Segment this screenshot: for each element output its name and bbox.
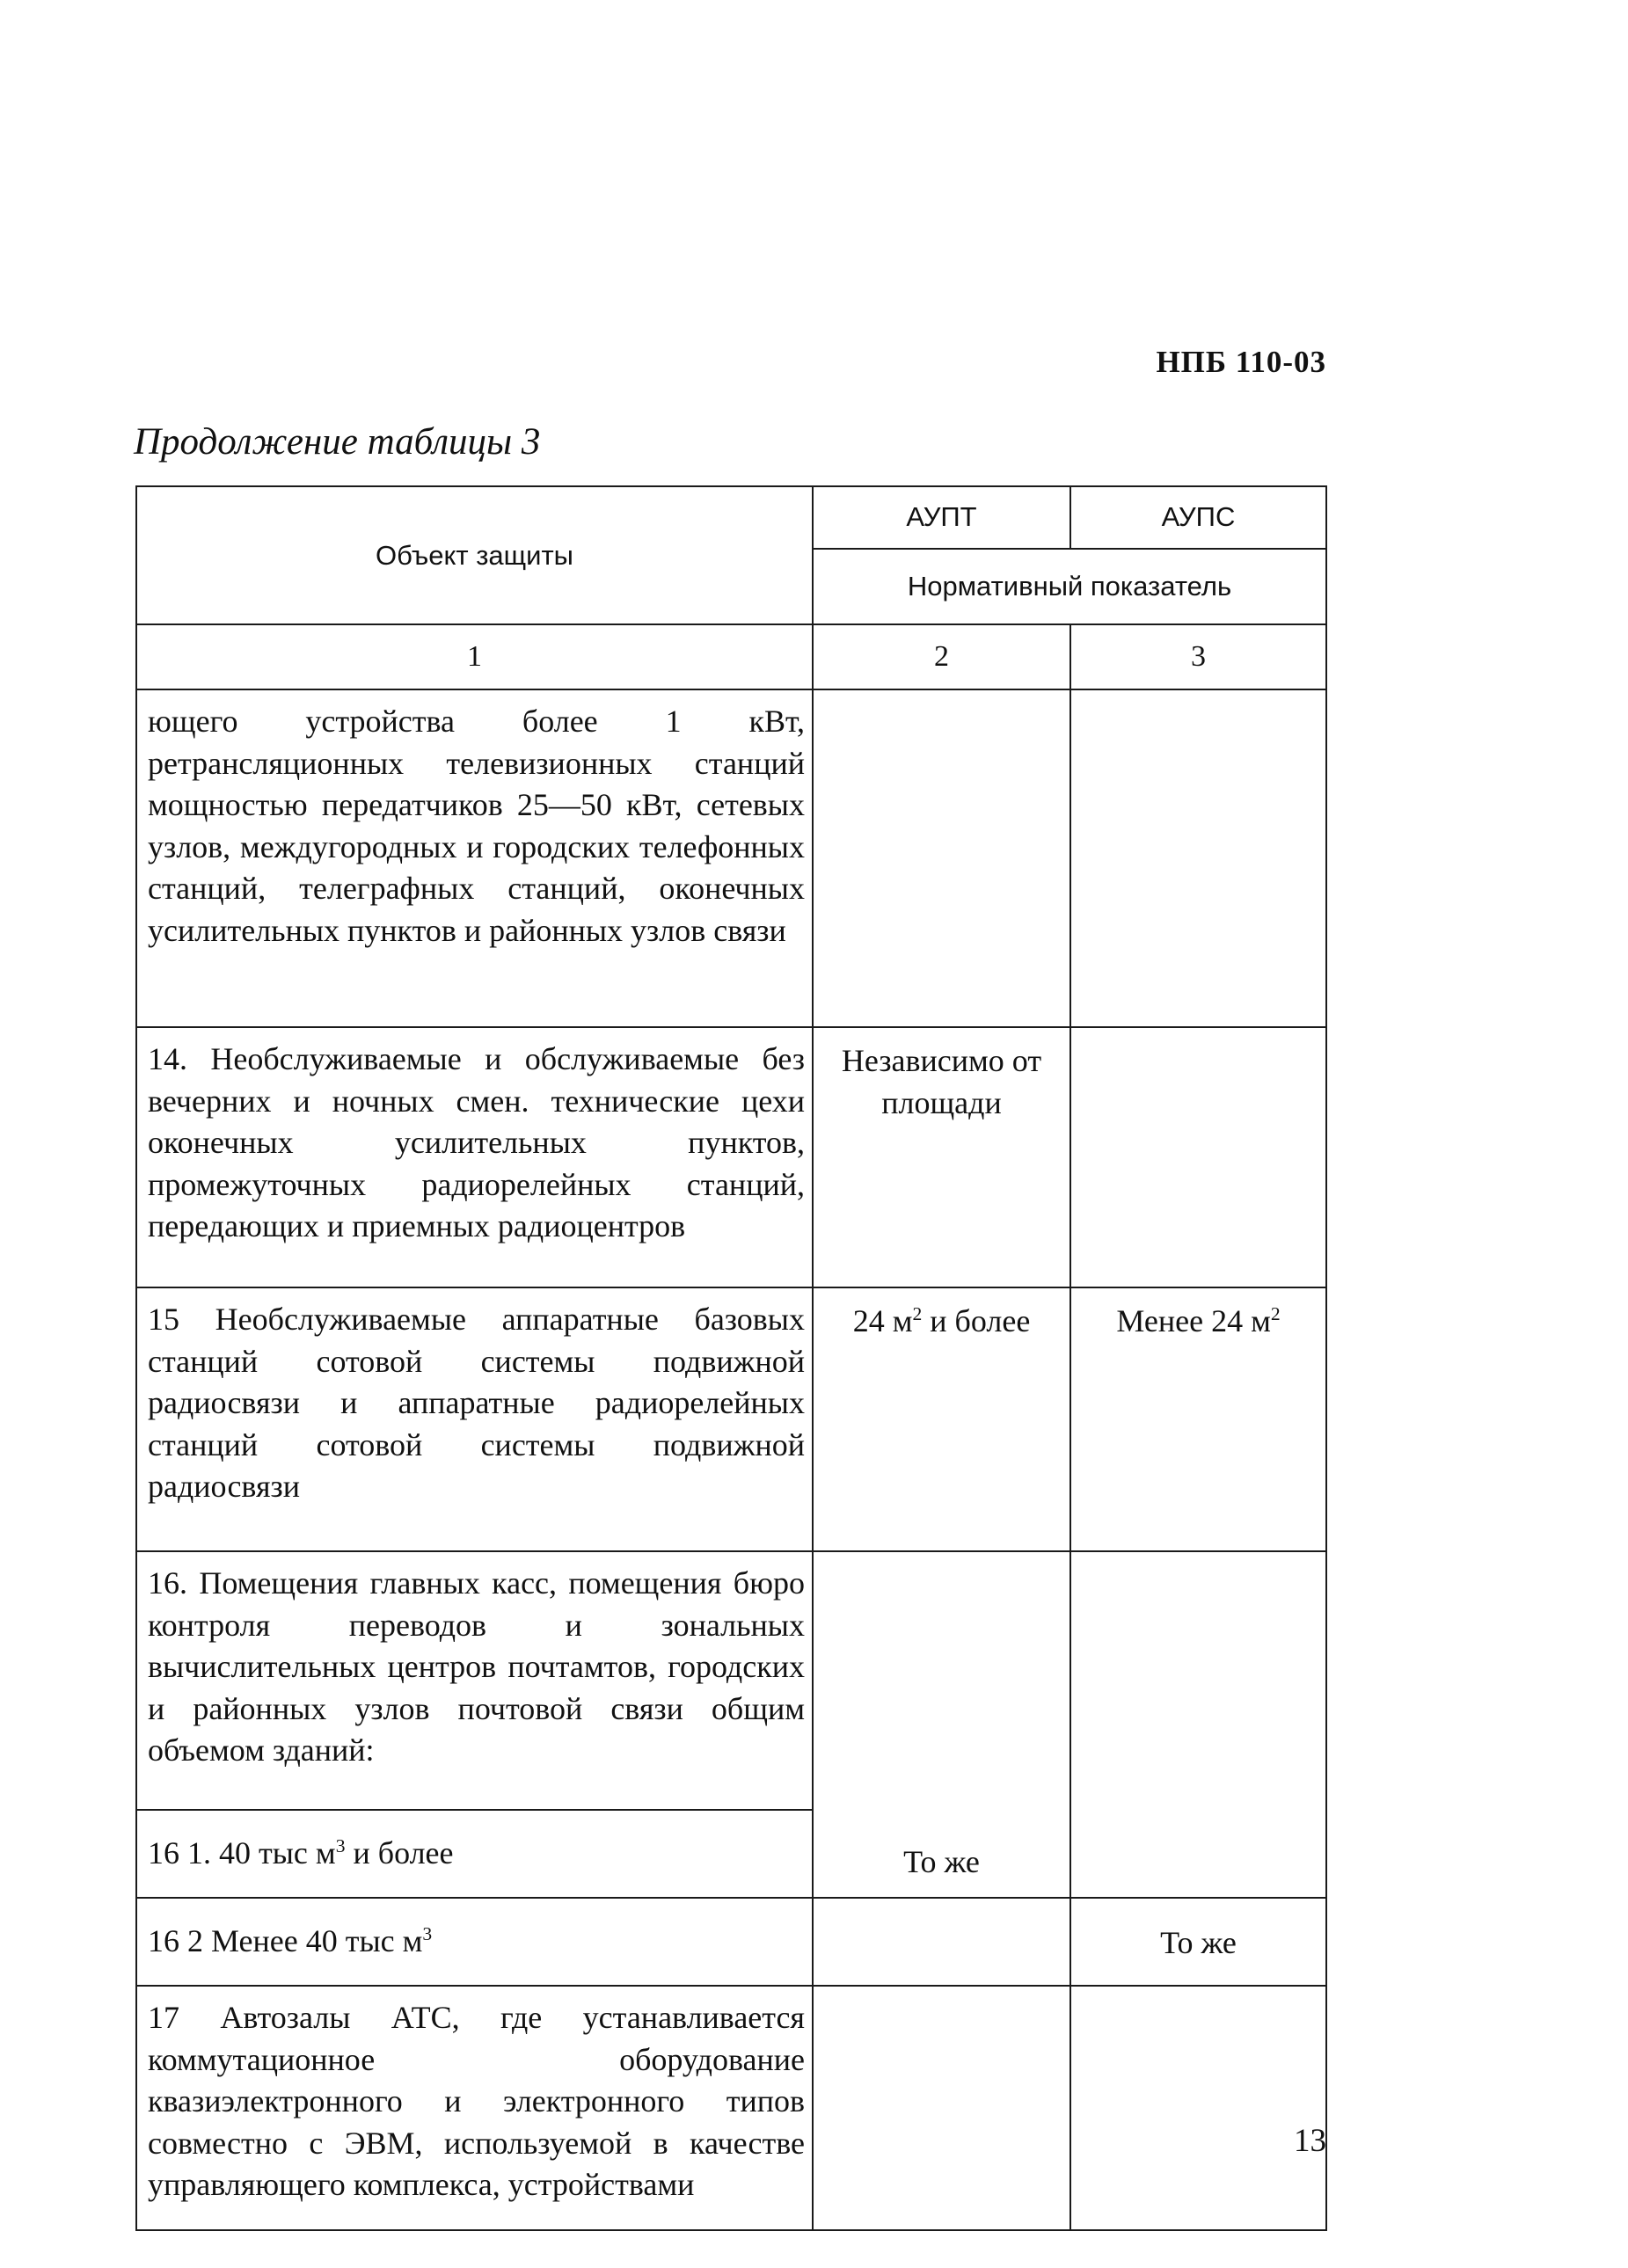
aups-cell <box>1070 1027 1326 1287</box>
table-row <box>136 1898 1326 1986</box>
object-superscript: 3 <box>422 1923 433 1945</box>
object-text: 16 2 Менее 40 тыс м <box>148 1923 423 1959</box>
page-number: 13 <box>1294 2123 1326 2159</box>
object-cell <box>136 1898 813 1986</box>
table-header-row <box>136 486 1326 549</box>
object-suffix: и более <box>345 1835 454 1871</box>
table-caption: Продолжение таблицы 3 <box>134 421 541 463</box>
object-cell: 14. Необслуживаемые и обслуживаемые без вечерних и ночных смен. технические цехи оконечных усилительных пунктов, промежуточных радиорелейных станций, передающих и приемных радиоцентров <box>136 1027 813 1287</box>
object-text: 16 1. 40 тыс м <box>148 1835 336 1871</box>
aups-value: Менее 24 м <box>1116 1303 1271 1338</box>
object-cell <box>136 1810 813 1898</box>
header-normative-indicator: Нормативный показатель <box>813 549 1326 624</box>
aupt-cell <box>813 689 1070 1027</box>
column-number-row <box>136 624 1326 689</box>
aups-cell: То же <box>1070 1898 1326 1986</box>
object-cell: 17 Автозалы АТС, где устанавливается коммутационное оборудование квазиэлектронного и электронного типов совместно с ЭВМ, используемой в качестве управляющего комплекса, устройствами <box>136 1986 813 2230</box>
aups-cell <box>1070 1287 1326 1551</box>
object-cell: 15 Необслуживаемые аппаратные базовых станций сотовой системы подвижной радиосвязи и аппаратные радиорелейных станций сотовой системы подвижной радиосвязи <box>136 1287 813 1551</box>
aupt-value: 24 м <box>852 1303 913 1338</box>
table-row <box>136 689 1326 1027</box>
aups-cell <box>1070 1551 1326 1898</box>
aups-cell <box>1070 1986 1326 2230</box>
aupt-cell <box>813 1986 1070 2230</box>
aupt-cell: То же <box>813 1551 1070 1898</box>
column-number: 3 <box>1070 624 1326 689</box>
table-row <box>136 1287 1326 1551</box>
aups-cell <box>1070 689 1326 1027</box>
aupt-cell <box>813 1287 1070 1551</box>
object-cell: ющего устройства более 1 кВт, ретрансляционных телевизионных станций мощностью передатчиков 25—50 кВт, сетевых узлов, междугородных и городских телефонных станций, телеграфных станций, оконечных усилительных пунктов и районных узлов связи <box>136 689 813 1027</box>
normative-table <box>135 485 1327 2231</box>
aups-superscript: 2 <box>1270 1303 1281 1324</box>
document-code: НПБ 110-03 <box>1156 345 1326 379</box>
table-row <box>136 1551 1326 1810</box>
header-object-of-protection: Объект защиты <box>136 486 813 624</box>
aupt-superscript: 2 <box>912 1303 923 1324</box>
table-row <box>136 1986 1326 2230</box>
aupt-suffix: и более <box>922 1303 1031 1338</box>
header-aups: АУПС <box>1070 486 1326 549</box>
column-number: 1 <box>136 624 813 689</box>
table-row <box>136 1027 1326 1287</box>
header-aupt: АУПТ <box>813 486 1070 549</box>
aupt-cell <box>813 1898 1070 1986</box>
object-superscript: 3 <box>335 1835 346 1857</box>
column-number: 2 <box>813 624 1070 689</box>
object-cell: 16. Помещения главных касс, помещения бюро контроля переводов и зональных вычислительных центров почтамтов, городских и районных узлов почтовой связи общим объемом зданий: <box>136 1551 813 1810</box>
aupt-cell: Независимо от площади <box>813 1027 1070 1287</box>
